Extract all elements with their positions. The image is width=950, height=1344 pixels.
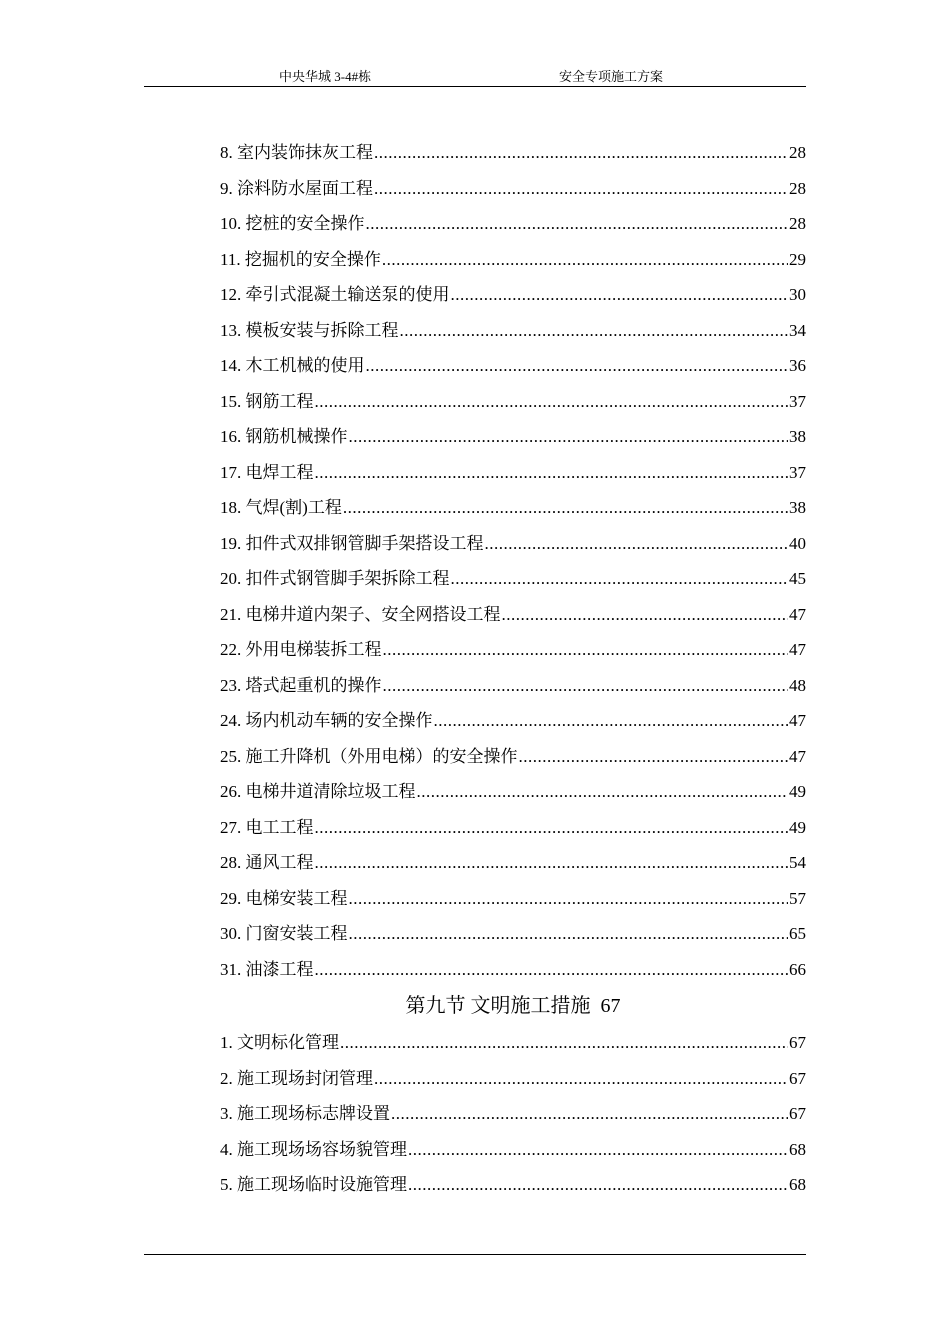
toc-entry[interactable]: [220, 313, 806, 349]
toc-entry[interactable]: [220, 810, 806, 846]
toc-entry-label: 17. 电焊工程: [220, 462, 314, 482]
toc-entry-label: 9. 涂料防水屋面工程: [220, 178, 373, 198]
toc-entry-label: 29. 电梯安装工程: [220, 888, 348, 908]
toc-leader-dots: [519, 739, 789, 775]
toc-entry-page: 34: [789, 320, 806, 340]
toc-leader-dots: [451, 561, 789, 597]
toc-entry-label: 8. 室内装饰抹灰工程: [220, 143, 373, 162]
toc-entry[interactable]: [220, 1061, 806, 1097]
toc-leader-dots: [315, 845, 789, 881]
toc-leader-dots: [408, 1132, 788, 1168]
toc-entry-page: 45: [789, 569, 806, 588]
toc-entry-page: 67: [789, 1068, 806, 1088]
toc-entry-page: 49: [789, 782, 806, 801]
toc-entry-label: 31. 油漆工程: [220, 959, 314, 979]
header-project-name: 中央华城 3-4#栋: [279, 69, 372, 84]
toc-leader-dots: [315, 455, 789, 491]
toc-entry-page: 47: [789, 746, 806, 766]
toc-entry[interactable]: [220, 845, 806, 881]
toc-entry-label: 10. 挖桩的安全操作: [220, 214, 365, 233]
toc-entry-label: 5. 施工现场临时设施管理: [220, 1175, 407, 1194]
page-header: [144, 66, 806, 87]
toc-entry-label: 26. 电梯井道清除垃圾工程: [220, 782, 416, 801]
toc-leader-dots: [382, 242, 788, 278]
section-page: 67: [600, 995, 621, 1017]
toc-entry[interactable]: [220, 348, 806, 384]
toc-entry-page: 67: [789, 1033, 806, 1052]
toc-entry[interactable]: [220, 597, 806, 633]
toc-entry-label: 23. 塔式起重机的操作: [220, 675, 382, 695]
toc-leader-dots: [485, 526, 789, 562]
table-of-contents: [220, 135, 806, 1203]
toc-leader-dots: [417, 774, 789, 810]
toc-leader-dots: [366, 206, 789, 242]
toc-entry[interactable]: [220, 384, 806, 420]
toc-leader-dots: [383, 668, 789, 704]
toc-entry-label: 20. 扣件式钢管脚手架拆除工程: [220, 569, 450, 588]
toc-entry-page: 36: [789, 356, 806, 375]
toc-entry-label: 14. 木工机械的使用: [220, 356, 365, 375]
toc-entry-page: 28: [789, 178, 806, 198]
toc-leader-dots: [343, 490, 788, 526]
toc-leader-dots: [366, 348, 789, 384]
toc-leader-dots: [408, 1167, 788, 1203]
toc-entry-label: 21. 电梯井道内架子、安全网搭设工程: [220, 604, 501, 624]
toc-entry[interactable]: [220, 526, 806, 562]
section-heading: [220, 987, 806, 1025]
toc-entry-label: 30. 门窗安装工程: [220, 924, 348, 943]
toc-entry-page: 66: [789, 959, 806, 979]
footer-rule: [144, 1254, 806, 1255]
toc-leader-dots: [315, 952, 789, 988]
toc-entry[interactable]: [220, 952, 806, 988]
toc-leader-dots: [400, 313, 789, 349]
toc-entry-label: 1. 文明标化管理: [220, 1033, 339, 1052]
toc-entry-label: 15. 钢筋工程: [220, 391, 314, 411]
toc-entry[interactable]: [220, 739, 806, 775]
toc-entry-page: 49: [789, 817, 806, 837]
toc-entry[interactable]: [220, 561, 806, 597]
toc-entry-label: 28. 通风工程: [220, 853, 314, 872]
toc-entry-page: 54: [789, 853, 806, 872]
toc-entry-page: 57: [789, 888, 806, 908]
toc-entry-page: 47: [789, 604, 806, 624]
toc-entry-page: 47: [789, 640, 806, 659]
header-document-title: 安全专项施工方案: [559, 69, 664, 84]
toc-entry[interactable]: [220, 277, 806, 313]
toc-entry[interactable]: [220, 206, 806, 242]
toc-entry-page: 37: [789, 462, 806, 482]
toc-entry-page: 30: [789, 285, 806, 304]
toc-entry-page: 38: [789, 427, 806, 446]
toc-entry-label: 18. 气焊(割)工程: [220, 498, 342, 517]
toc-entry-page: 68: [789, 1175, 806, 1194]
toc-entry[interactable]: [220, 881, 806, 917]
toc-leader-dots: [374, 1061, 788, 1097]
toc-entry-page: 67: [789, 1104, 806, 1123]
toc-entry-label: 22. 外用电梯装拆工程: [220, 640, 382, 659]
toc-list-part2: [220, 1025, 806, 1203]
toc-entry[interactable]: [220, 774, 806, 810]
toc-entry[interactable]: [220, 419, 806, 455]
toc-entry-page: 65: [789, 924, 806, 943]
toc-leader-dots: [349, 419, 789, 455]
toc-entry[interactable]: [220, 1096, 806, 1132]
toc-entry-page: 37: [789, 391, 806, 411]
toc-entry-page: 40: [789, 533, 806, 553]
toc-leader-dots: [374, 171, 788, 207]
toc-entry-label: 12. 牵引式混凝土输送泵的使用: [220, 285, 450, 304]
toc-entry-label: 4. 施工现场场容场貌管理: [220, 1139, 407, 1159]
toc-entry[interactable]: [220, 490, 806, 526]
toc-leader-dots: [315, 810, 789, 846]
toc-entry-page: 38: [789, 498, 806, 517]
toc-entry[interactable]: [220, 1025, 806, 1061]
toc-leader-dots: [374, 135, 788, 171]
toc-leader-dots: [349, 881, 789, 917]
toc-list-part1: [220, 135, 806, 987]
toc-entry[interactable]: [220, 135, 806, 171]
toc-entry-label: 24. 场内机动车辆的安全操作: [220, 711, 433, 730]
toc-leader-dots: [315, 384, 789, 420]
toc-entry-label: 11. 挖掘机的安全操作: [220, 249, 381, 269]
toc-entry[interactable]: [220, 632, 806, 668]
toc-entry-label: 3. 施工现场标志牌设置: [220, 1104, 390, 1123]
toc-entry-page: 68: [789, 1139, 806, 1159]
toc-leader-dots: [349, 916, 789, 952]
toc-entry-page: 47: [789, 711, 806, 730]
toc-entry[interactable]: [220, 455, 806, 491]
toc-entry-label: 19. 扣件式双排钢管脚手架搭设工程: [220, 533, 484, 553]
toc-entry[interactable]: [220, 1167, 806, 1203]
toc-entry-page: 48: [789, 675, 806, 695]
toc-entry[interactable]: [220, 668, 806, 704]
toc-entry-label: 27. 电工工程: [220, 817, 314, 837]
toc-leader-dots: [434, 703, 789, 739]
toc-leader-dots: [391, 1096, 788, 1132]
toc-entry[interactable]: [220, 703, 806, 739]
toc-entry-page: 28: [789, 143, 806, 162]
toc-leader-dots: [383, 632, 789, 668]
section-title: 第九节 文明施工措施: [405, 995, 591, 1017]
toc-leader-dots: [340, 1025, 788, 1061]
toc-entry-page: 28: [789, 214, 806, 233]
toc-leader-dots: [502, 597, 789, 633]
toc-entry[interactable]: [220, 242, 806, 278]
toc-entry-label: 2. 施工现场封闭管理: [220, 1068, 373, 1088]
toc-entry-page: 29: [789, 249, 806, 269]
toc-entry[interactable]: [220, 171, 806, 207]
toc-entry[interactable]: [220, 916, 806, 952]
toc-entry-label: 16. 钢筋机械操作: [220, 427, 348, 446]
toc-entry[interactable]: [220, 1132, 806, 1168]
toc-leader-dots: [451, 277, 789, 313]
toc-entry-label: 13. 模板安装与拆除工程: [220, 320, 399, 340]
toc-entry-label: 25. 施工升降机（外用电梯）的安全操作: [220, 746, 518, 766]
